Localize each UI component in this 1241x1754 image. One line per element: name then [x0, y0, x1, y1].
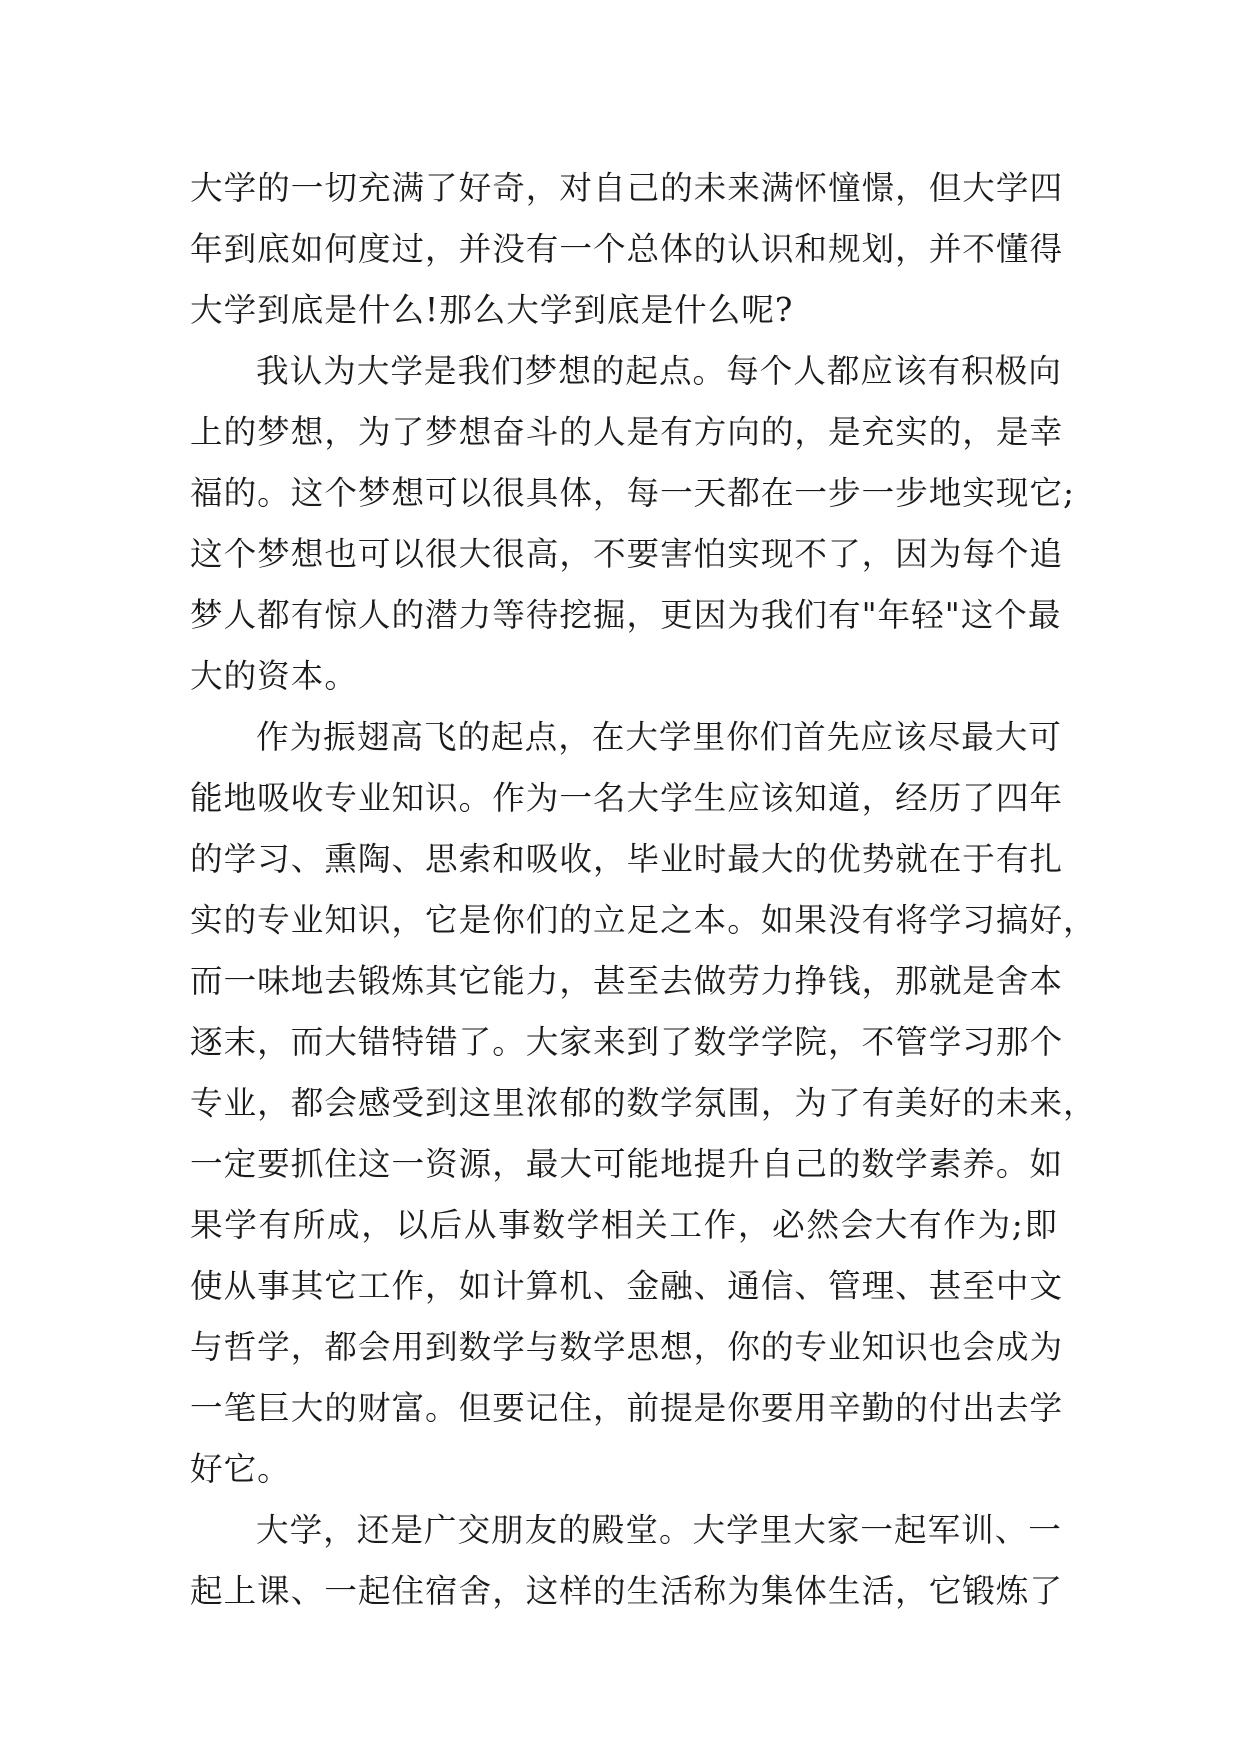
- text-line: 作为振翅高飞的起点，在大学里你们首先应该尽最大可: [256, 718, 1062, 756]
- text-line: 好它。: [190, 1450, 291, 1488]
- text-line: 逐末，而大错特错了。大家来到了数学学院，不管学习那个: [190, 1023, 1064, 1061]
- text-line: 这个梦想也可以很大很高，不要害怕实现不了，因为每个追: [190, 535, 1064, 573]
- text-line: 大的资本。: [190, 657, 358, 695]
- text-line: 年到底如何度过，并没有一个总体的认识和规划，并不懂得: [190, 230, 1064, 268]
- paragraph: [190, 707, 1097, 1500]
- text-line: 我认为大学是我们梦想的起点。每个人都应该有积极向: [256, 352, 1062, 390]
- paragraph: [190, 341, 1076, 707]
- text-line: 而一味地去锻炼其它能力，甚至去做劳力挣钱，那就是舍本: [190, 962, 1064, 1000]
- text-line: 大学的一切充满了好奇，对自己的未来满怀憧憬，但大学四: [190, 169, 1064, 207]
- paragraph: [190, 158, 1064, 341]
- text-line: 一定要抓住这一资源，最大可能地提升自己的数学素养。如: [190, 1145, 1064, 1183]
- text-line: 福的。这个梦想可以很具体，每一天都在一步一步地实现它;: [190, 474, 1076, 512]
- paragraph: [190, 1500, 1064, 1622]
- text-line: 专业，都会感受到这里浓郁的数学氛围，为了有美好的未来，: [190, 1084, 1097, 1122]
- document-body: [190, 158, 1097, 1622]
- text-line: 大学到底是什么!那么大学到底是什么呢?: [190, 291, 794, 329]
- text-line: 与哲学，都会用到数学与数学思想，你的专业知识也会成为: [190, 1328, 1064, 1366]
- text-line: 果学有所成，以后从事数学相关工作，必然会大有作为;即: [190, 1206, 1058, 1244]
- text-line: 梦人都有惊人的潜力等待挖掘，更因为我们有"年轻"这个最: [190, 596, 1062, 634]
- text-line: 的学习、熏陶、思索和吸收，毕业时最大的优势就在于有扎: [190, 840, 1064, 878]
- text-line: 一笔巨大的财富。但要记住，前提是你要用辛勤的付出去学: [190, 1389, 1064, 1427]
- text-line: 实的专业知识，它是你们的立足之本。如果没有将学习搞好，: [190, 901, 1097, 939]
- text-line: 使从事其它工作，如计算机、金融、通信、管理、甚至中文: [190, 1267, 1064, 1305]
- text-line: 起上课、一起住宿舍，这样的生活称为集体生活，它锻炼了: [190, 1572, 1064, 1610]
- text-line: 能地吸收专业知识。作为一名大学生应该知道，经历了四年: [190, 779, 1064, 817]
- text-line: 大学，还是广交朋友的殿堂。大学里大家一起军训、一: [256, 1511, 1062, 1549]
- text-line: 上的梦想，为了梦想奋斗的人是有方向的，是充实的，是幸: [190, 413, 1064, 451]
